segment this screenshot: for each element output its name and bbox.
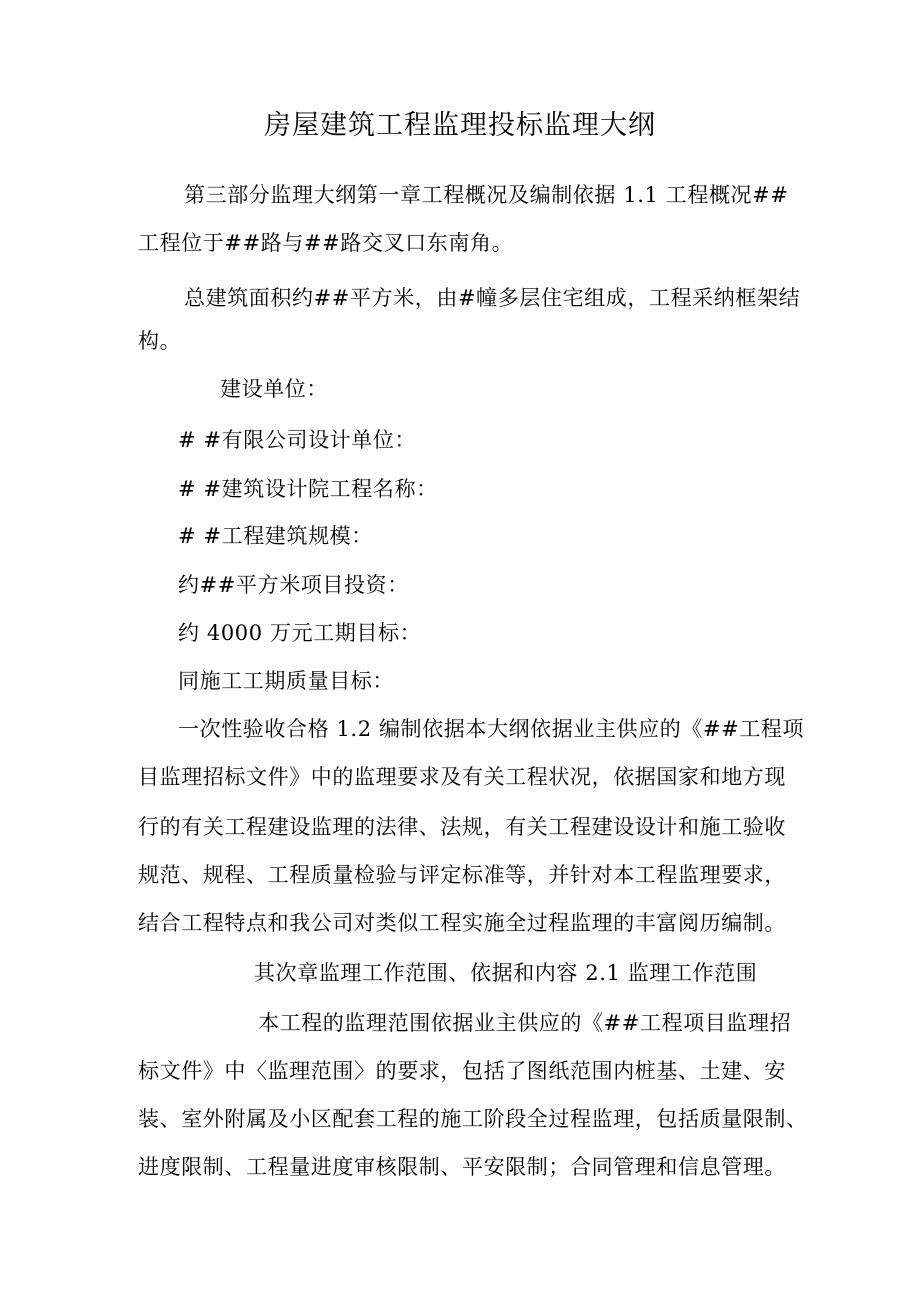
paragraph-line: 目监理招标文件》中的监理要求及有关工程状况，依据国家和地方现 xyxy=(138,765,786,789)
paragraph-line: # #工程建筑规模： xyxy=(178,524,373,548)
paragraph-line: 同施工工期质量目标： xyxy=(178,669,394,693)
paragraph-line: 建设单位： xyxy=(220,377,328,401)
paragraph-line: 结合工程特点和我公司对类似工程实施全过程监理的丰富阅历编制。 xyxy=(138,911,786,935)
paragraph-line: 一次性验收合格 1.2 编制依据本大纲依据业主供应的《##工程项 xyxy=(178,717,805,741)
paragraph-line: 约 4000 万元工期目标： xyxy=(178,621,422,645)
section-heading: 其次章监理工作范围、依据和内容 2.1 监理工作范围 xyxy=(254,961,758,985)
paragraph-line: 总建筑面积约##平方米，由#幢多层住宅组成，工程采纳框架结 xyxy=(184,286,801,310)
paragraph-line: 工程位于##路与##路交叉口东南角。 xyxy=(138,231,514,255)
paragraph-line: 进度限制、工程量进度审核限制、平安限制；合同管理和信息管理。 xyxy=(138,1155,786,1179)
paragraph-line: # #建筑设计院工程名称： xyxy=(178,477,438,501)
paragraph-line: # #有限公司设计单位： xyxy=(178,428,417,452)
document-title: 房屋建筑工程监理投标监理大纲 xyxy=(264,110,656,141)
paragraph-line: 本工程的监理范围依据业主供应的《##工程项目监理招 xyxy=(258,1011,792,1035)
paragraph-line: 装、室外附属及小区配套工程的施工阶段全过程监理，包括质量限制、 xyxy=(138,1107,808,1131)
paragraph-line: 第三部分监理大纲第一章工程概况及编制依据 1.1 工程概况## xyxy=(184,183,789,207)
paragraph-line: 规范、规程、工程质量检验与评定标准等，并针对本工程监理要求， xyxy=(138,863,786,887)
paragraph-line: 标文件》中〈监理范围〉的要求，包括了图纸范围内桩基、土建、安 xyxy=(138,1059,786,1083)
paragraph-line: 构。 xyxy=(138,329,182,353)
paragraph-line: 约##平方米项目投资： xyxy=(178,573,409,597)
paragraph-line: 行的有关工程建设监理的法律、法规，有关工程建设设计和施工验收 xyxy=(138,815,786,839)
